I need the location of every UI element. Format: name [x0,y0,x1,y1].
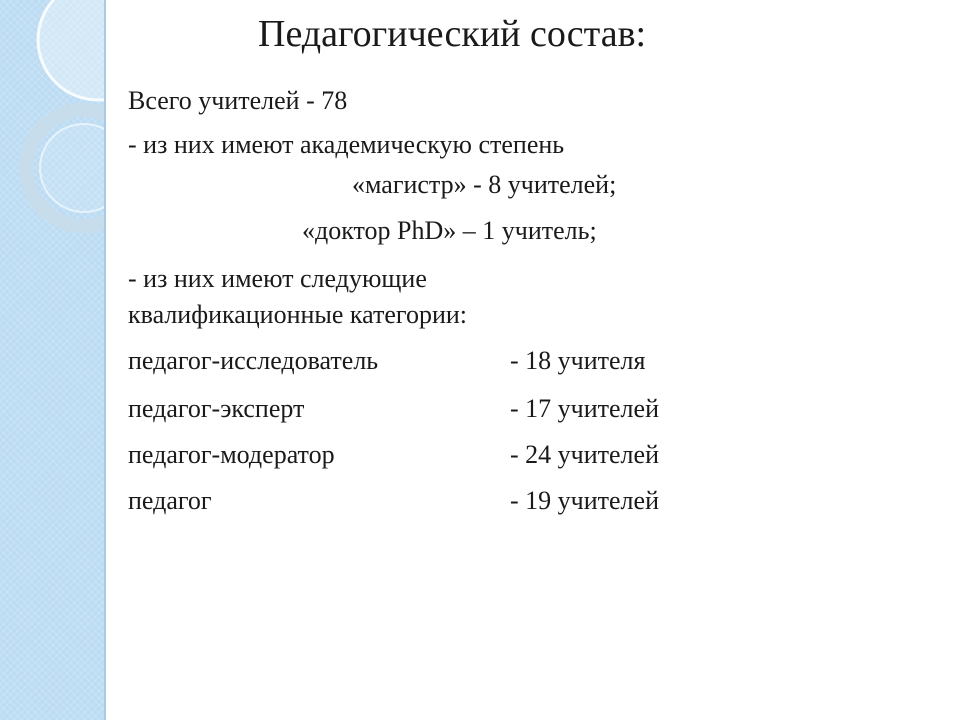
decorative-ring-inner [40,124,106,212]
degree-phd-line: «доктор PhD» – 1 учитель; [302,216,597,245]
degree-intro-line: - из них имеют академическую степень [128,130,565,159]
category-name: педагог [128,486,212,515]
category-count: - 18 учителя [510,346,646,375]
category-intro-line-2: квалификационные категории: [128,300,468,329]
category-count: - 19 учителей [510,486,659,515]
decorative-ring-top [38,0,106,100]
total-teachers-line: Всего учителей - 78 [128,86,348,115]
decorative-side-band [0,0,106,720]
category-name: педагог-исследователь [128,346,379,375]
category-intro-line-1: - из них имеют следующие [128,264,427,293]
side-band-edge [104,0,106,720]
degree-master-line: «магистр» - 8 учителей; [352,170,617,199]
category-name: педагог-модератор [128,440,335,469]
category-name: педагог-эксперт [128,394,305,423]
category-count: - 24 учителей [510,440,659,469]
decorative-rings [0,0,106,720]
category-count: - 17 учителей [510,394,659,423]
slide-title: Педагогический состав: [258,13,647,55]
